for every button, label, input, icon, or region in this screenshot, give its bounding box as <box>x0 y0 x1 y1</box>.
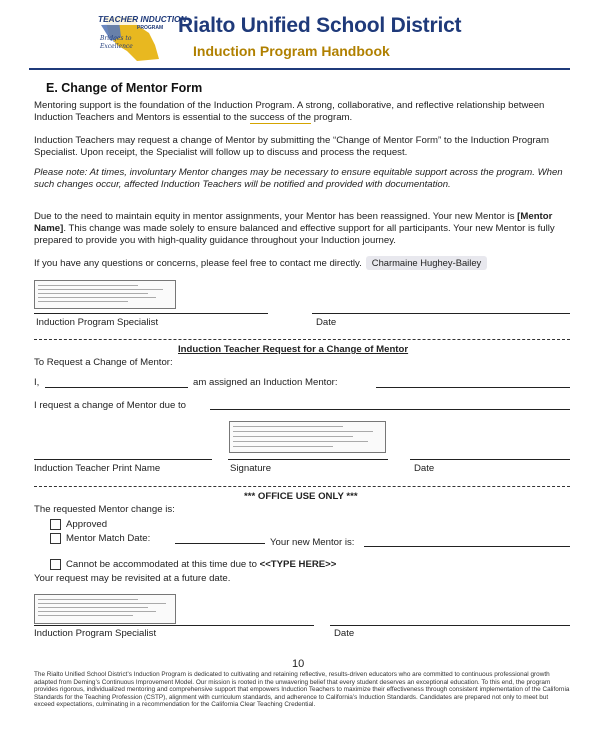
teacher-date-label: Date <box>414 463 435 474</box>
cannot-accommodate-label <box>66 559 336 570</box>
office-use-title: *** OFFICE USE ONLY *** <box>244 491 358 502</box>
header-divider <box>29 68 570 70</box>
assigned-label: am assigned an Induction Mentor: <box>193 377 338 388</box>
type-here-placeholder[interactable]: <<TYPE HERE>> <box>259 559 337 570</box>
mentor-match-label: Mentor Match Date: <box>66 533 151 544</box>
revisited-label: Your request may be revisited at a future date. <box>34 573 231 584</box>
current-mentor-line[interactable] <box>376 387 570 388</box>
to-request-label: To Request a Change of Mentor: <box>34 357 173 368</box>
logo-text-script: Bridges to Excellence <box>100 35 133 50</box>
mentor-name-placeholder: [Mentor Name] <box>34 211 553 234</box>
signature-instructions-thumbnail-3 <box>34 594 176 624</box>
mentor-match-date-line[interactable] <box>175 543 265 544</box>
p1-text: Mentoring support is the foundation of the Induction Program. A strong, collaborative, and reflective relationship between Induction Teachers and Mentors is essential to the <box>34 100 545 123</box>
office-date-label: Date <box>334 628 355 639</box>
specialist-signature-line[interactable] <box>34 313 268 314</box>
p5-text: If you have any questions or concerns, please feel free to contact me directly. <box>34 258 362 269</box>
mentor-match-checkbox[interactable] <box>50 533 61 544</box>
section-title: E. Change of Mentor Form <box>46 81 203 95</box>
signature-label: Signature <box>230 463 272 474</box>
teacher-name-line[interactable] <box>45 387 188 388</box>
paragraph-please-note <box>34 167 574 191</box>
paragraph-request-change: Induction Teachers may request a change of Mentor by submitting the “Change of Mentor Form” to the Induction Program Specialist. Upon receipt, the Specialist will follow up to discuss and process the request. <box>34 135 549 158</box>
logo-text-top: TEACHER INDUCTION <box>98 14 187 24</box>
paragraph-mentoring-support <box>34 100 574 124</box>
requested-change-label: The requested Mentor change is: <box>34 504 175 515</box>
p4-end: . This change was made solely to ensure balanced and effective support for all participants. Your new Mentor is fully prepared to provide you with high-quality guidance throughout your Induction journey. <box>34 223 555 246</box>
print-name-label: Induction Teacher Print Name <box>34 463 161 474</box>
approved-label: Approved <box>66 519 108 530</box>
request-reason-line[interactable] <box>210 409 570 410</box>
specialist-date-line[interactable] <box>312 313 570 314</box>
new-mentor-label: Your new Mentor is: <box>270 537 355 548</box>
p1-end: program. <box>311 112 353 123</box>
program-logo <box>97 11 187 65</box>
contact-name: Charmaine Hughey-Bailey <box>366 256 487 270</box>
p1-underlined: success of the <box>249 112 312 123</box>
cannot-accommodate-checkbox[interactable] <box>50 559 61 570</box>
page-number: 10 <box>292 658 305 670</box>
teacher-signature-line[interactable] <box>228 459 388 460</box>
office-date-line[interactable] <box>330 625 570 626</box>
cannot-accommodate-text: Cannot be accommodated at this time due to <box>66 559 260 570</box>
date-label: Date <box>316 317 337 328</box>
office-specialist-line[interactable] <box>34 625 314 626</box>
print-name-line[interactable] <box>34 459 212 460</box>
teacher-date-line[interactable] <box>410 459 570 460</box>
signature-instructions-thumbnail <box>34 280 176 309</box>
paragraph-reassigned <box>34 211 574 247</box>
specialist-label: Induction Program Specialist <box>36 317 159 328</box>
cut-line-1 <box>34 339 570 340</box>
p3-text: Please note: At times, involuntary Mentor changes may be necessary to ensure equitable support across the program. When such changes occur, affected Induction Teachers will be notified and provided with documentation. <box>34 167 563 190</box>
request-due-label: I request a change of Mentor due to <box>34 400 187 411</box>
p4-text: Due to the need to maintain equity in mentor assignments, your Mentor has been reassigned. Your new Mentor is <box>34 211 518 222</box>
district-title: Rialto Unified School District <box>178 14 462 37</box>
footer-mission-statement: The Rialto Unified School District’s Induction Program is dedicated to cultivating and retaining reflective, results-driven educators who are committed to continuous professional growth adapted from Deming’s Continuous Improvement Model. Our mission is rooted in the unwavering belief that every student deserves an exceptional education. To this end, the program provides rigorous, individualized mentoring and comprehensive support that empowers Induction Teachers to maximize their effectiveness through consistent implementation of the California Standards for the Teaching Profession (CSTP), alignment with curriculum standards, and adherence to California’s Induction Standards. Candidates are prepared not only to meet but exceed expectations, culminating in a recommendation for the California Clear Teaching Credential. <box>34 671 570 708</box>
new-mentor-line[interactable] <box>364 546 570 547</box>
cut-line-2 <box>34 486 570 487</box>
request-section-title: Induction Teacher Request for a Change of Mentor <box>178 344 409 355</box>
paragraph-contact <box>34 256 574 270</box>
signature-instructions-thumbnail-2 <box>229 421 386 453</box>
i-label: I, <box>34 377 40 388</box>
handbook-subtitle: Induction Program Handbook <box>193 43 390 59</box>
approved-checkbox[interactable] <box>50 519 61 530</box>
logo-text-program: PROGRAM <box>137 25 164 31</box>
office-specialist-label: Induction Program Specialist <box>34 628 157 639</box>
